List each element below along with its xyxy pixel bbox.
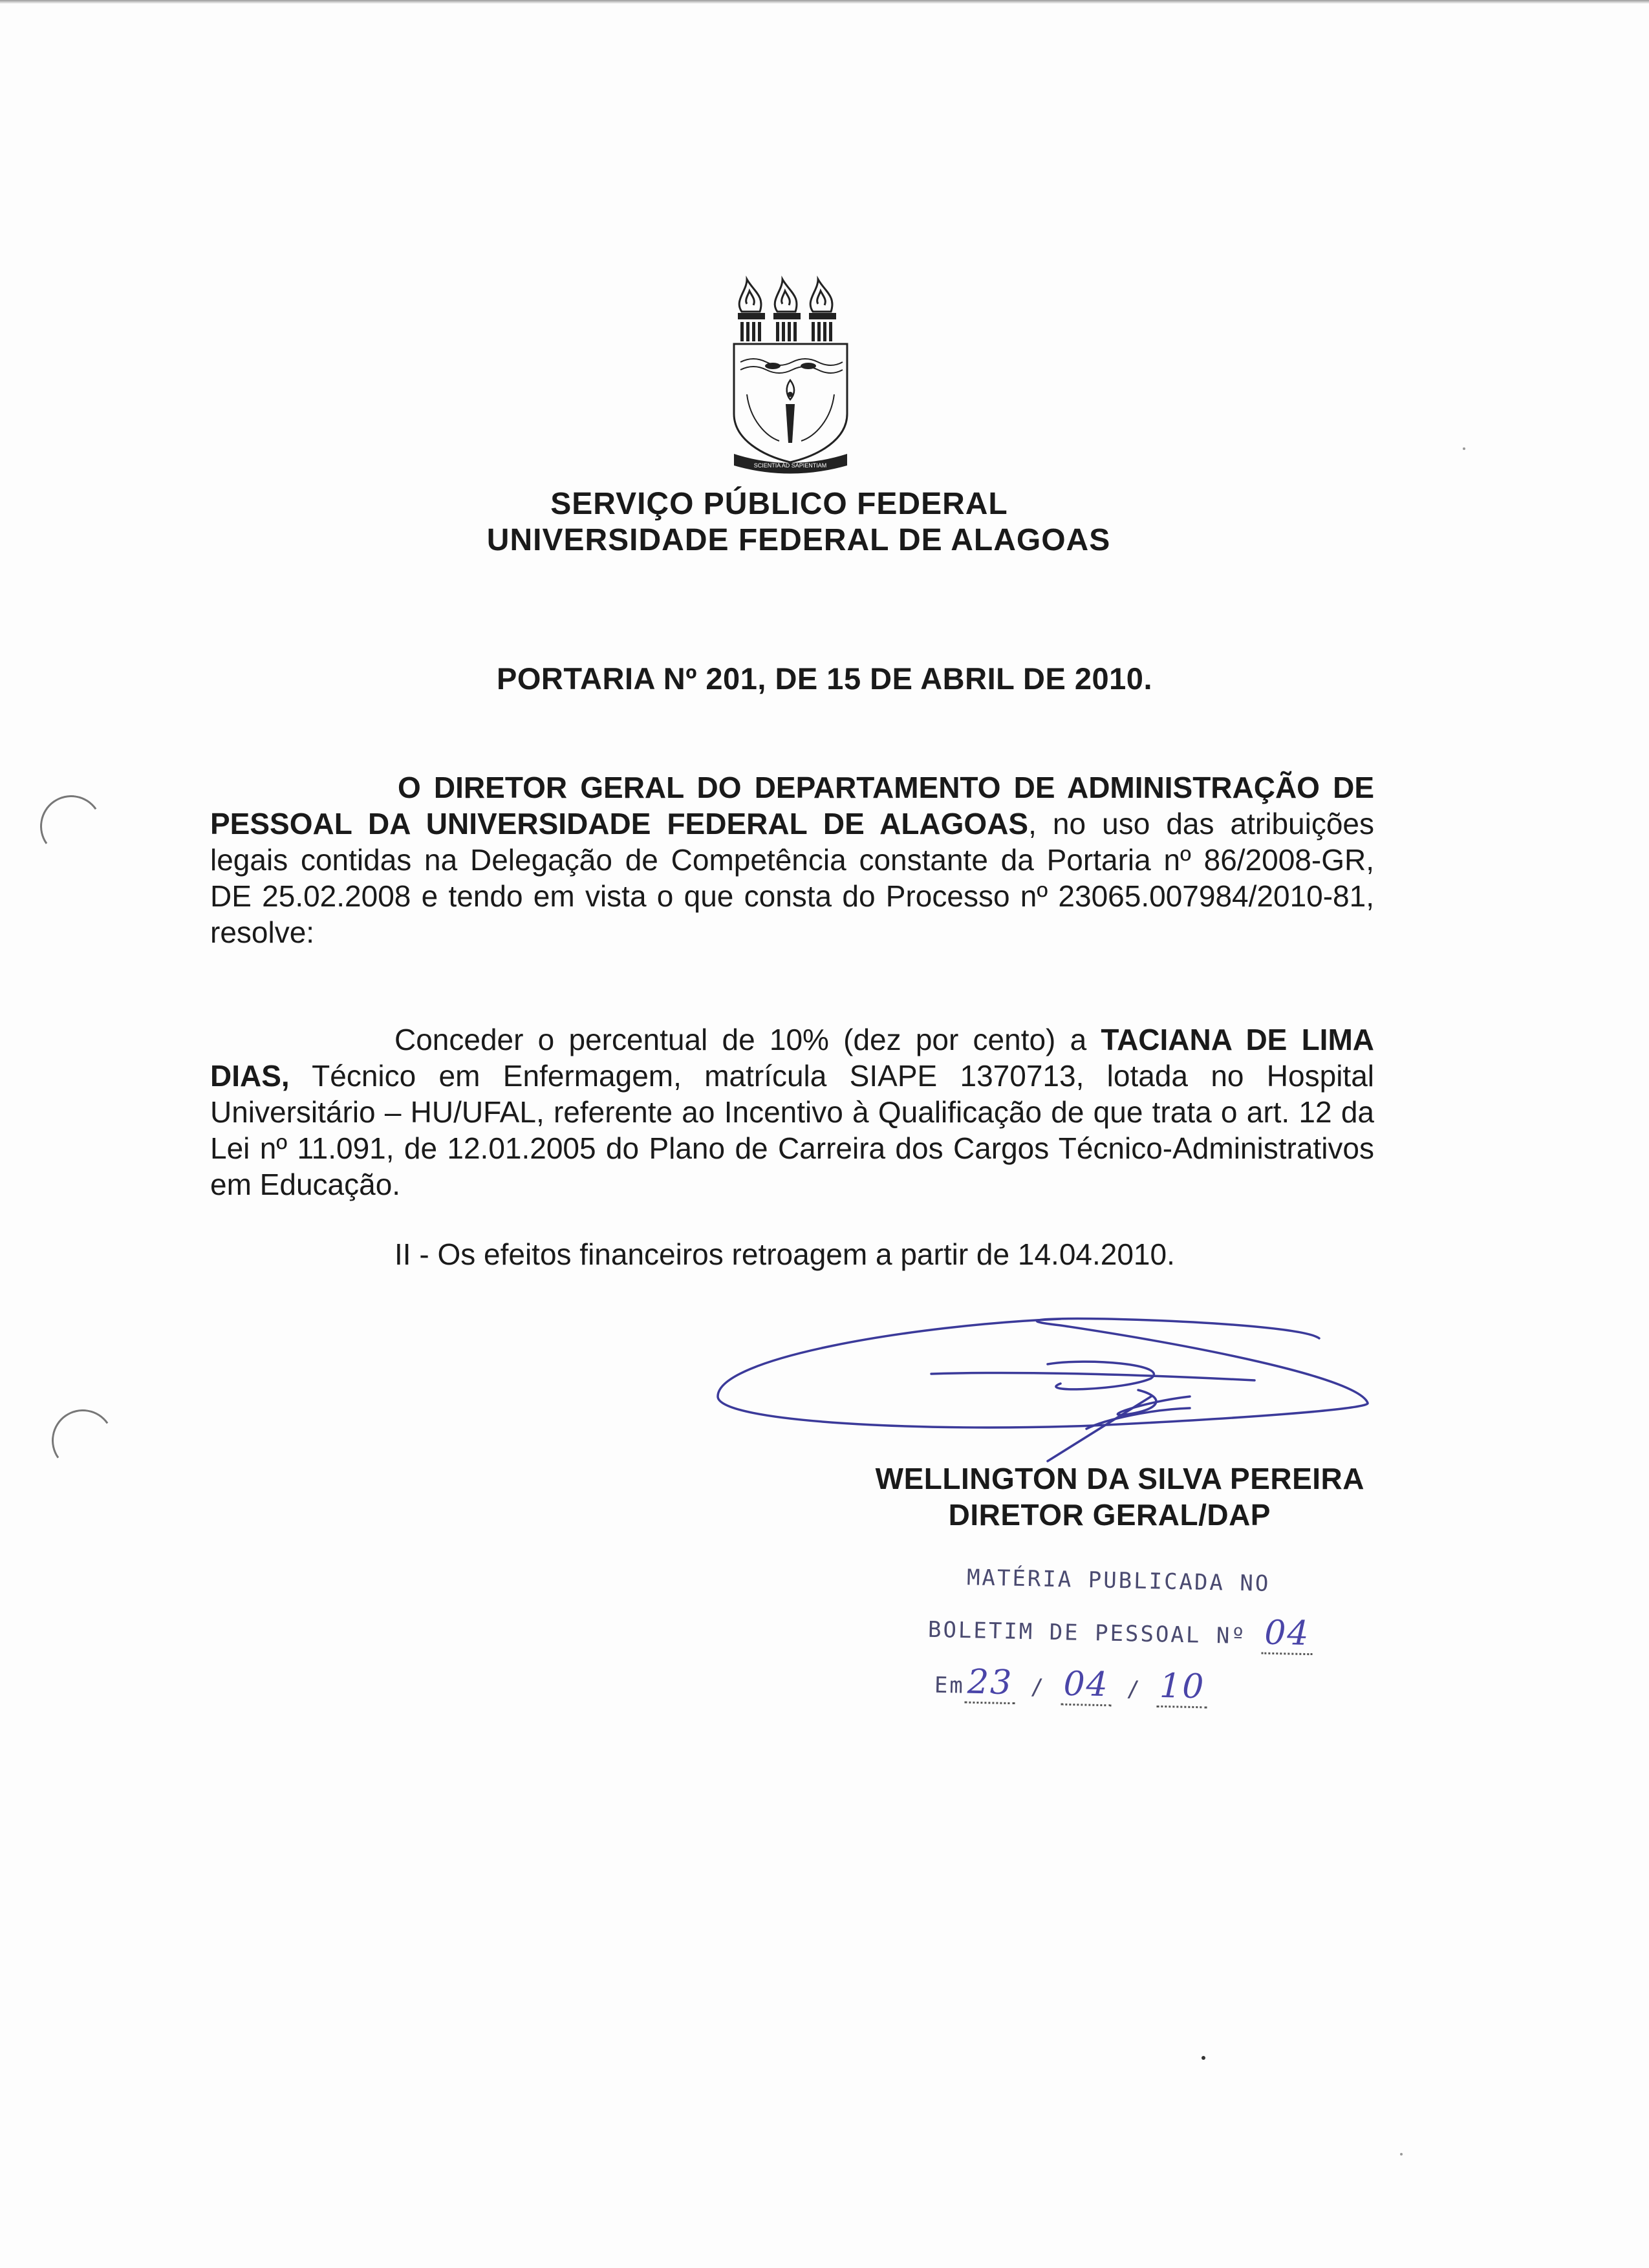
stamp-year: 10 — [1159, 1666, 1205, 1707]
stamp-boletim-label: BOLETIM DE PESSOAL Nº — [927, 1616, 1247, 1650]
article-1-rest: Técnico em Enfermagem, matrícula SIAPE 1370713, lotada no Hospital Universitário – HU/UFAL, referente ao Incentivo à Qualificação de que trata o art. 12 da Lei nº 11.091, de 12.01.2005 do Plano de Carreira dos Cargos Técnico-Administrativos em Educação. — [210, 1059, 1374, 1201]
stamp-boletim-number: 04 — [1264, 1613, 1311, 1654]
stamp-month: 04 — [1062, 1664, 1110, 1705]
stamp-line-1: MATÉRIA PUBLICADA NO — [966, 1565, 1271, 1597]
article-1-prefix: Conceder o percentual de 10% (dez por cento) a — [394, 1023, 1101, 1056]
publication-stamp — [927, 1565, 1342, 1723]
article-1-paragraph — [210, 1022, 1374, 1203]
emblem-motto: SCIENTIA AD SAPIENTIAM — [753, 462, 827, 469]
preamble-text: , no uso das atribuições legais contidas na Delegação de Competência constante da Portaria nº 86/2008-GR, DE 25.02.2008 e tendo em vista o que consta do Processo nº 23065.007984/2010-81, resolve: — [210, 807, 1374, 949]
scan-top-edge — [0, 0, 1649, 4]
scan-speck — [1202, 2056, 1205, 2060]
beneficiary-name: TACIANA DE LIMA DIAS, — [210, 1023, 1374, 1093]
article-2-paragraph — [210, 1236, 1374, 1272]
article-2-text: II - Os efeitos financeiros retroagem a partir de 14.04.2010. — [394, 1237, 1175, 1271]
signer-title: DIRETOR GERAL/DAP — [948, 1498, 1271, 1532]
stamp-date-label: Em — [934, 1672, 965, 1699]
scan-speck — [1400, 2153, 1403, 2156]
signer-name: WELLINGTON DA SILVA PEREIRA — [875, 1462, 1364, 1495]
header-line-2: UNIVERSIDADE FEDERAL DE ALAGOAS — [486, 523, 1111, 557]
handwritten-signature — [698, 1300, 1384, 1468]
stamp-line-3: Em23 / 04 / 10 — [934, 1662, 1208, 1709]
stamp-line-2 — [927, 1607, 1313, 1655]
header-line-1: SERVIÇO PÚBLICO FEDERAL — [550, 487, 1008, 521]
punch-hole-mark — [47, 1404, 118, 1476]
preamble-paragraph — [210, 769, 1374, 950]
portaria-title: PORTARIA Nº 201, DE 15 DE ABRIL DE 2010. — [496, 661, 1153, 696]
stamp-day: 23 — [967, 1662, 1013, 1703]
university-emblem-logo — [727, 272, 854, 478]
preamble-authority: O DIRETOR GERAL DO DEPARTAMENTO DE ADMINISTRAÇÃO DE PESSOAL DA UNIVERSIDADE FEDERAL DE ALAGOAS — [210, 771, 1374, 840]
scan-speck — [1463, 447, 1465, 450]
punch-hole-mark — [35, 790, 107, 862]
